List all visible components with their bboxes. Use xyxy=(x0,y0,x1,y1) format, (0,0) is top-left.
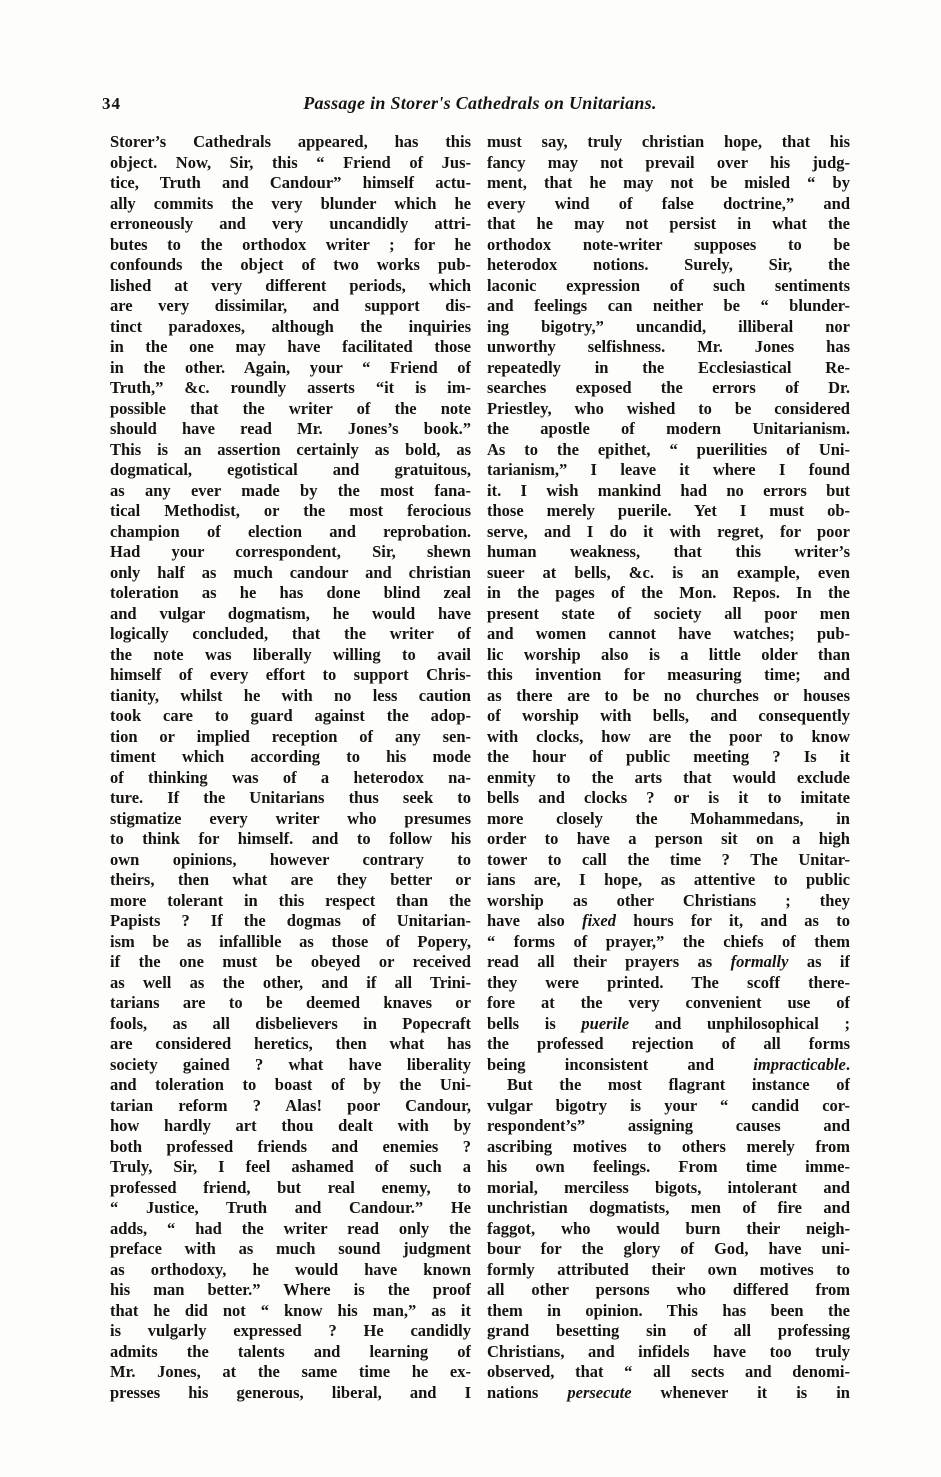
text-line: more tolerant in this respect than the xyxy=(110,890,471,910)
text-line: respondent’s” assigning causes and xyxy=(487,1116,850,1135)
text-line: “ forms of prayer,” the chiefs of them xyxy=(487,931,850,951)
text-line: being inconsistent and impracticable. xyxy=(487,1054,850,1074)
text-line: preface with as much sound judgment xyxy=(110,1239,471,1258)
text-line: nations persecute whenever it is in xyxy=(487,1382,850,1402)
text-line: as there are to be no churches or houses xyxy=(487,685,850,705)
text-line: is vulgarly expressed ? He candidly xyxy=(110,1321,471,1340)
text-line: serve, and I do it with regret, for poor xyxy=(487,521,850,541)
text-line: sueer at bells, &c. is an example, even xyxy=(487,562,850,582)
text-line: human weakness, that this writer’s xyxy=(487,542,850,561)
text-line: toleration as he has done blind zeal xyxy=(110,583,471,602)
text-line: with clocks, how are the poor to know xyxy=(487,726,850,746)
text-line: stigmatize every writer who presumes xyxy=(110,808,471,828)
text-line: champion of election and reprobation. xyxy=(110,521,471,541)
text-line: the professed rejection of all forms xyxy=(487,1034,850,1053)
text-line: the note was liberally willing to avail xyxy=(110,644,471,664)
running-head xyxy=(102,93,850,119)
text-line: his own feelings. From time imme- xyxy=(487,1157,850,1176)
text-line: all other persons who differed from xyxy=(487,1280,850,1299)
text-line: it. I wish mankind had no errors but xyxy=(487,480,850,500)
text-line: fools, as all disbelievers in Popecraft xyxy=(110,1013,471,1033)
text-line: as orthodoxy, he would have known xyxy=(110,1259,471,1279)
text-line: Storer’s Cathedrals appeared, has this xyxy=(110,132,471,151)
text-line: Priestley, who wished to be considered xyxy=(487,398,850,418)
text-line: present state of society all poor men xyxy=(487,603,850,623)
text-line: every wind of false doctrine,” and xyxy=(487,193,850,213)
text-line: read all their prayers as formally as if xyxy=(487,952,850,971)
text-line: are very dissimilar, and support dis- xyxy=(110,296,471,315)
text-line: and vulgar dogmatism, he would have xyxy=(110,603,471,623)
text-line: Mr. Jones, at the same time he ex- xyxy=(110,1362,471,1381)
text-line: more closely the Mohammedans, in xyxy=(487,808,850,828)
text-line: how hardly art thou dealt with by xyxy=(110,1116,471,1135)
text-line: bour for the glory of God, have uni- xyxy=(487,1239,850,1258)
text-line: bells is puerile and unphilosophical ; xyxy=(487,1013,850,1033)
text-line: vulgar bigotry is your “ candid cor- xyxy=(487,1095,850,1115)
text-line: lic worship also is a little older than xyxy=(487,644,850,664)
page-number: 34 xyxy=(102,94,121,113)
text-line: both professed friends and enemies ? xyxy=(110,1136,471,1156)
text-line: heterodox notions. Surely, Sir, the xyxy=(487,255,850,274)
text-line: possible that the writer of the note xyxy=(110,398,471,418)
running-title: Passage in Storer's Cathedrals on Unitarians. xyxy=(303,93,657,113)
text-line: lished at very different periods, which xyxy=(110,275,471,295)
text-line: this invention for measuring time; and xyxy=(487,665,850,684)
text-line: tical Methodist, or the most ferocious xyxy=(110,501,471,520)
text-line: those merely puerile. Yet I must ob- xyxy=(487,501,850,520)
text-line: morial, merciless bigots, intolerant and xyxy=(487,1177,850,1197)
text-line: of worship with bells, and consequently xyxy=(487,706,850,725)
text-line: Christians, and infidels have too truly xyxy=(487,1341,850,1361)
text-line: tower to call the time ? The Unitar- xyxy=(487,849,850,869)
right-column xyxy=(487,132,850,1403)
text-line: his man better.” Where is the proof xyxy=(110,1280,471,1299)
text-line: they were printed. The scoff there- xyxy=(487,972,850,992)
text-line: ism be as infallible as those of Popery, xyxy=(110,931,471,951)
text-line: tarianism,” I leave it where I found xyxy=(487,460,850,479)
text-line: observed, that “ all sects and denomi- xyxy=(487,1362,850,1381)
text-line: faggot, who would burn their neigh- xyxy=(487,1218,850,1238)
text-line: ture. If the Unitarians thus seek to xyxy=(110,788,471,807)
text-line: orthodox note-writer supposes to be xyxy=(487,234,850,254)
text-line: enmity to the arts that would exclude xyxy=(487,767,850,787)
text-line: But the most flagrant instance of xyxy=(507,1075,850,1094)
text-line: if the one must be obeyed or received xyxy=(110,952,471,971)
text-line: tianity, whilst he with no less caution xyxy=(110,685,471,705)
text-line: “ Justice, Truth and Candour.” He xyxy=(110,1198,471,1217)
text-line: ians are, I hope, as attentive to public xyxy=(487,870,850,889)
text-line: unworthy selfishness. Mr. Jones has xyxy=(487,337,850,356)
text-line: ing bigotry,” uncandid, illiberal nor xyxy=(487,316,850,336)
text-body xyxy=(110,132,850,1403)
text-line: them in opinion. This has been the xyxy=(487,1300,850,1320)
text-line: only half as much candour and christian xyxy=(110,562,471,582)
text-line: as any ever made by the most fana- xyxy=(110,480,471,500)
text-line: order to have a person sit on a high xyxy=(487,829,850,848)
text-line: Truth,” &c. roundly asserts “it is im- xyxy=(110,378,471,397)
text-line: butes to the orthodox writer ; for he xyxy=(110,234,471,254)
text-line: bells and clocks ? or is it to imitate xyxy=(487,788,850,807)
text-line: have also fixed hours for it, and as to xyxy=(487,911,850,930)
text-line: in the one may have facilitated those xyxy=(110,337,471,356)
text-line: as well as the other, and if all Trini- xyxy=(110,972,471,992)
text-line: timent which according to his mode xyxy=(110,747,471,766)
text-line: to think for himself. and to follow his xyxy=(110,829,471,848)
text-line: ment, that he may not be misled “ by xyxy=(487,173,850,192)
text-line: repeatedly in the Ecclesiastical Re- xyxy=(487,357,850,377)
text-line: the hour of public meeting ? Is it xyxy=(487,747,850,766)
text-line: are considered heretics, then what has xyxy=(110,1034,471,1053)
text-line: As to the epithet, “ puerilities of Uni- xyxy=(487,439,850,459)
text-line: fore at the very convenient use of xyxy=(487,993,850,1012)
text-line: logically concluded, that the writer of xyxy=(110,624,471,643)
text-line: in the other. Again, your “ Friend of xyxy=(110,357,471,377)
text-line: tinct paradoxes, although the inquiries xyxy=(110,316,471,336)
text-line: and women cannot have watches; pub- xyxy=(487,624,850,643)
text-line: theirs, then what are they better or xyxy=(110,870,471,889)
text-line: of thinking was of a heterodox na- xyxy=(110,767,471,787)
text-line: erroneously and very uncandidly attri- xyxy=(110,214,471,233)
text-line: ascribing motives to others merely from xyxy=(487,1136,850,1156)
text-line: Papists ? If the dogmas of Unitarian- xyxy=(110,911,471,930)
text-line: and toleration to boast of by the Uni- xyxy=(110,1075,471,1094)
text-line: presses his generous, liberal, and I xyxy=(110,1382,471,1402)
left-column xyxy=(110,132,471,1403)
text-line: should have read Mr. Jones’s book.” xyxy=(110,419,471,438)
text-line: searches exposed the errors of Dr. xyxy=(487,378,850,397)
text-line: society gained ? what have liberality xyxy=(110,1054,471,1074)
text-line: worship as other Christians ; they xyxy=(487,890,850,910)
text-line: professed friend, but real enemy, to xyxy=(110,1177,471,1197)
text-line: tion or implied reception of any sen- xyxy=(110,726,471,746)
text-line: that he did not “ know his man,” as it xyxy=(110,1300,471,1320)
text-line: Truly, Sir, I feel ashamed of such a xyxy=(110,1157,471,1176)
text-line: ally commits the very blunder which he xyxy=(110,193,471,213)
text-line: took care to guard against the adop- xyxy=(110,706,471,725)
text-line: adds, “ had the writer read only the xyxy=(110,1218,471,1238)
text-line: object. Now, Sir, this “ Friend of Jus- xyxy=(110,152,471,172)
text-line: fancy may not prevail over his judg- xyxy=(487,152,850,172)
text-line: himself of every effort to support Chris- xyxy=(110,665,471,684)
text-line: the apostle of modern Unitarianism. xyxy=(487,419,850,438)
text-line: unchristian dogmatists, men of fire and xyxy=(487,1198,850,1217)
text-line: Had your correspondent, Sir, shewn xyxy=(110,542,471,561)
text-line: must say, truly christian hope, that his xyxy=(487,132,850,151)
text-line: dogmatical, egotistical and gratuitous, xyxy=(110,460,471,479)
text-line: in the pages of the Mon. Repos. In the xyxy=(487,583,850,602)
text-line: that he may not persist in what the xyxy=(487,214,850,233)
text-line: grand besetting sin of all professing xyxy=(487,1321,850,1340)
text-line: tice, Truth and Candour” himself actu- xyxy=(110,173,471,192)
text-line: and feelings can neither be “ blunder- xyxy=(487,296,850,315)
text-line: This is an assertion certainly as bold, as xyxy=(110,439,471,459)
text-line: tarian reform ? Alas! poor Candour, xyxy=(110,1095,471,1115)
text-line: confounds the object of two works pub- xyxy=(110,255,471,274)
text-line: own opinions, however contrary to xyxy=(110,849,471,869)
text-line: laconic expression of such sentiments xyxy=(487,275,850,295)
text-line: admits the talents and learning of xyxy=(110,1341,471,1361)
text-line: tarians are to be deemed knaves or xyxy=(110,993,471,1012)
text-line: formly attributed their own motives to xyxy=(487,1259,850,1279)
